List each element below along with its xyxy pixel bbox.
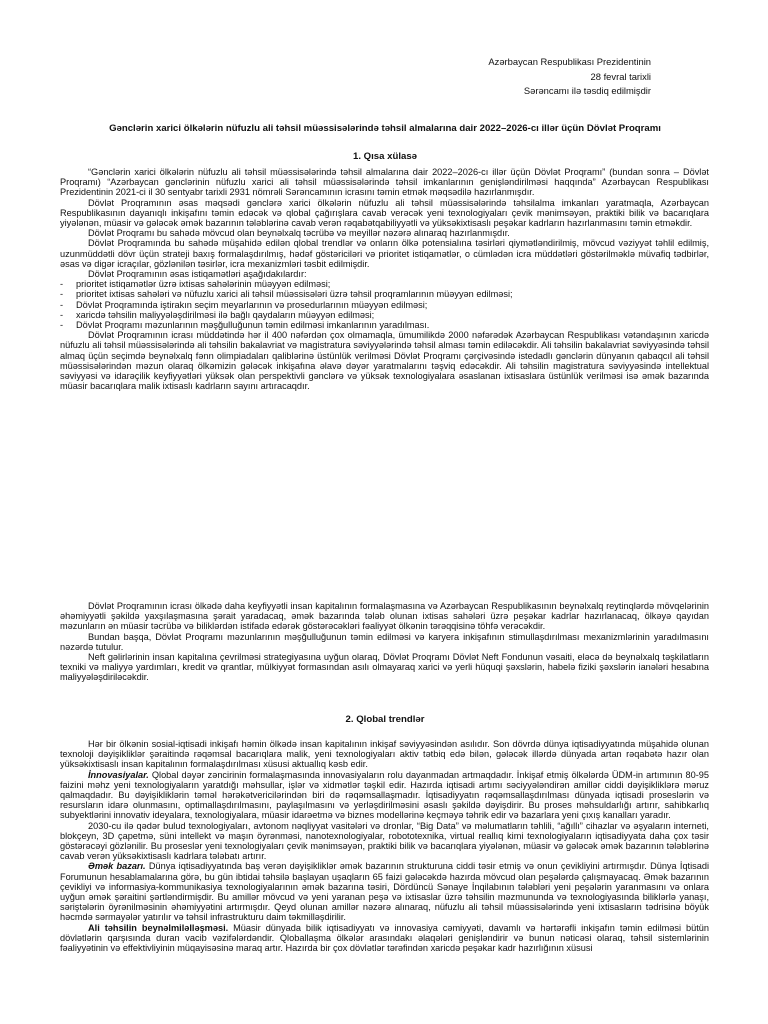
paragraph-lead: İnnovasiyalar. [88,769,149,780]
directions-list [60,279,709,330]
paragraph: Dövlət Proqramının əsas məqsədi gənclərə xarici ölkələrin nüfuzlu ali təhsil müəssisələrində təhsilalma imkanları yaratmaqla, Azərbaycan Respublikasının dayanıqlı inkişafını təmin edəcək və qlobal çağırışlara cavab verəcək yeni texnologiyaları çevik mənimsəyən, praktiki bilik və bacarıqlara yiyələnən, müasir və gələcək əmək bazarının tələblərinə cavab verən rəqabətqabiliyyətli və yüksəkixtisaslı peşəkar kadrların hazırlanmasını təmin etməkdir. [60,197,709,229]
paragraph: Dövlət Proqramının əsas istiqamətləri aşağıdakılardır: [88,269,307,280]
section-2-body [60,739,709,953]
paragraph: 2030-cu ilə qədər bulud texnologiyaları, avtonom nəqliyyat vasitələri və dronlar, “Big Data” və məlumatların təhlili, “ağıllı” cihazlar və əşyaların interneti, blokçeyn, 3D çapetmə, süni intellekt və maşın öyrənməsi, nanotexnologiyalar, robototexnika, virtual reallıq kimi texnologiyaların iqtisadiyyata daha çox təsir göstərəcəyi gözlənilir. Bu proseslər yeni texnologiyaları çevik mənimsəyən, praktiki bilik və bacarıqlara yiyələnən, müasir və gələcək əmək bazarının tələblərinə cavab verən yüksəkixtisaslı kadrlara tələbatı artırır. [60,820,709,862]
list-item: - Dövlət Proqramında iştirakın seçim meyarlarının və prosedurlarının müəyyən edilməsi; [60,300,709,310]
list-item: - xaricdə təhsilin maliyyələşdirilməsi ilə bağlı qaydaların müəyyən edilməsi; [60,310,709,320]
paragraph-text: Müasir dünyada bilik iqtisadiyyatı və innovasiya cəmiyyəti, davamlı və hərtərəfli inkişafın təmin edilməsi bütün dövlətlərin qarşısında duran vacib vəzifələrdəndir. Qloballaşma ölkələr arasındakı əlaqələri genişləndirir və bunun nəticəsi olaraq, təhsil sistemlərinin fəaliyyətinin və effektivliyinin müqayisəsinə maraq artır. Hazırda bir çox dövlətlər tərəfindən xaricdə peşəkar kadr hazırlığının xüsusi [60,922,709,954]
paragraph [60,861,709,922]
paragraph: Dövlət Proqramında bu sahədə müşahidə edilən qlobal trendlər və onların ölkə potensialına təsirləri qiymətləndirilmiş, mövcud vəziyyət təhlil edilmiş, uzunmüddətli dövr üçün strateji baxış formalaşdırılmış, hədəf göstəriciləri və prioritet istiqamətlər, o cümlədən icra müddətləri göstərilməklə müvafiq tədbirlər, əsas və digər icraçılar, gözlənilən təsirlər, icra mexanizmləri təsbit edilmişdir. [60,238,709,269]
section-1-body-top [60,167,709,391]
approval-note [351,55,651,99]
paragraph-lead: Əmək bazarı. [88,861,146,872]
approval-line-2: 28 fevral tarixli [590,70,651,82]
approval-line-3: Sərəncamı ilə təsdiq edilmişdir [523,85,651,96]
paragraph: Dövlət Proqramı bu sahədə mövcud olan beynəlxalq təcrübə və meyillər nəzərə alınaraq hazırlanmışdır. [88,228,510,239]
paragraph-text: Dünya iqtisadiyyatında baş verən dəyişikliklər əmək bazarının strukturuna ciddi təsir etmiş və onun çevikliyini artırmışdır. Dünya İqtisadi Forumunun hesablamalarına görə, bu gün ibtidai təhsilə başlayan uşaqların 65 faizi gələcəkdə hazırda mövcud olan peşələrdə çalışmayacaq. Əmək bazarının çevikliyi və informasiya-kommunikasiya texnologiyalarının əmək bazarına təsiri, Dördüncü Sənaye İnqilabının tələbləri yeni peşələrin yaranmasını və onlara uyğun əmək şəraitini şərtləndirmişdir. Bu amillər mövcud və yeni yaranan peşə və ixtisaslar üzrə təhsilin məzmununda və texnologiyasında biliklərlə yanaşı, səriştələrin öyrənilməsinin əhəmiyyətini artırmışdır. Qeyd olunan amillər nəzərə alınaraq, nüfuzlu ali təhsil müəssisələrində yeni ixtisasların tədrisinə böyük həcmdə sərmayələr yatırılır və təhsil infrastrukturu daim təkmilləşdirilir. [60,861,709,923]
paragraph: Dövlət Proqramının icrası müddətində hər il 400 nəfərdən çox olmamaqla, ümumilikdə 2000 nəfərədək Azərbaycan Respublikası vətəndaşının xaricdə nüfuzlu ali təhsil müəssisələrində ali təhsilin bakalavriat və magistratura səviyyələrində təhsil alması təmin ediləcəkdir. Ali təhsilin bakalavriat səviyyəsində təhsil almaq üçün seçimdə beynəlxalq fənn olimpiadaları qaliblərinə üstünlük verilməsi Dövlət Proqramı çərçivəsində istedadlı gənclərin dünyanın qabaqcıl ali təhsil müəssisələrindən məzun olaraq ölkəmizin gələcək inkişafına əlavə dəyər yaratmalarını təşviq edəcəkdir. Ali təhsilin magistratura səviyyəsində intellektual səviyyəsi və idarəçilik keyfiyyətləri yüksək olan perspektivli gənclərə və yüksək texnologiyalara əsaslanan ixtisaslara üstünlük verilməsi isə əmək bazarında müasir bacarıqlara malik ixtisaslı kadrların sayını artıracaqdır. [60,330,709,392]
paragraph-text: Qlobal dəyər zəncirinin formalaşmasında innovasiyaların rolu dayanmadan artmaqdadır. İnkişaf etmiş ölkələrdə ÜDM-in artımının 80-95 faizini məhz yeni texnologiyaların yaratdığı məhsullar, işlər və xidmətlər təşkil edir. Hazırda iqtisadi artımı səciyyələndirən amillər ciddi dəyişikliklərə məruz qalmaqdadır. Bu dəyişikliklərin təməl hərəkətvericilərindən biri də rəqəmsallaşmadır. İqtisadiyyatın rəqəmsallaşdırılması dünyada iqtisadi proseslərin və resursların idarə olunmasını, optimallaşdırılmasını, paylaşılmasını və yerləşdirilməsini əsaslı şəkildə dəyişdirir. Bu proses məhsuldarlığı artırır, sahibkarlıq subyektlərini innovativ ideyalara, texnologiyalara, müasir idarəetmə və biznes modellərinə keçməyə təhrik edir və bazarlara yeni çıxış kanalları yaradır. [60,769,709,821]
paragraph-lead: Ali təhsilin beynəlmiləlləşməsi. [88,922,229,933]
section-1-heading: 1. Qısa xülasə [353,151,417,162]
list-item: - prioritet istiqamətlər üzrə ixtisas sahələrinin müəyyən edilməsi; [60,279,709,289]
paragraph: “Gənclərin xarici ölkələrin nüfuzlu ali təhsil müəssisələrində təhsil almalarına dair 2022–2026-cı illər üçün Dövlət Proqramı” (bundan sonra – Dövlət Proqramı) “Azərbaycan gənclərinin nüfuzlu xarici ali təhsil müəssisələrində təhsil imkanlarının genişləndirilməsi haqqında” Azərbaycan Respublikası Prezidentinin 2021-ci il 30 sentyabr tarixli 2931 nömrəli Sərəncamının icrasını təmin etmək məqsədilə hazırlanmışdır. [60,167,709,198]
approval-line-1: Azərbaycan Respublikası Prezidentinin [488,56,651,67]
paragraph [60,770,709,821]
list-item: - prioritet ixtisas sahələri və nüfuzlu xarici ali təhsil müəssisələri üzrə təhsil proqramlarının müəyyən edilməsi; [60,289,709,299]
paragraph: Neft gəlirlərinin insan kapitalına çevrilməsi strategiyasına uyğun olaraq, Dövlət Proqramı Dövlət Neft Fondunun vəsaiti, eləcə də beynəlxalq təşkilatların texniki və maliyyə yardımları, kredit və qrantlar, mülkiyyət formasından asılı olmayaraq xarici və yerli hüquqi şəxslərin, habelə fiziki şəxslərin ianələri hesabına maliyyələşdiriləcəkdir. [60,652,709,683]
paragraph: Dövlət Proqramının icrası ölkədə daha keyfiyyətli insan kapitalının formalaşmasına və Azərbaycan Respublikasının beynəlxalq reytinqlərdə mövqelərinin əhəmiyyətli şəkildə yaxşılaşmasına şərait yaradacaq, əmək bazarında tələb olunan ixtisas sahələri üzrə peşəkar kadrlar hazırlanacaq, ölkəyə qayıdan məzunların ən müasir təcrübə və biliklərdən istifadə edərək göstərəcəkləri fəaliyyət ölkənin tərəqqisinə töhfə verəcəkdir. [60,601,709,632]
document-title: Gənclərin xarici ölkələrin nüfuzlu ali təhsil müəssisələrində təhsil almalarına dair 2022–2026-cı illər üçün Dövlət Proqramı [109,123,661,134]
section-2-heading: 2. Qlobal trendlər [345,714,425,725]
paragraph [60,923,709,954]
section-1-body-bottom [60,601,709,683]
list-item: - Dövlət Proqramı məzunlarının məşğulluğunun təmin edilməsi imkanlarının yaradılması. [60,320,709,330]
paragraph: Bundan başqa, Dövlət Proqramı məzunlarının məşğulluğunun təmin edilməsi və karyera inkişafının stimullaşdırılması mexanizmlərinin yaradılmasını nəzərdə tutulur. [60,631,709,652]
paragraph: Hər bir ölkənin sosial-iqtisadi inkişafı həmin ölkədə insan kapitalının inkişaf səviyyəsindən asılıdır. Son dövrdə dünya iqtisadiyyatında müşahidə olunan texnoloji dəyişikliklər şəraitində rəqəmsal bacarıqlara malik, yeni texnologiyaları aktiv tətbiq edə bilən, gələcək illərdə dünyada artan rəqabətə hazır olan yüksəkixtisaslı insan kapitalının formalaşdırılması xüsusi aktuallıq kəsb edir. [60,739,709,770]
